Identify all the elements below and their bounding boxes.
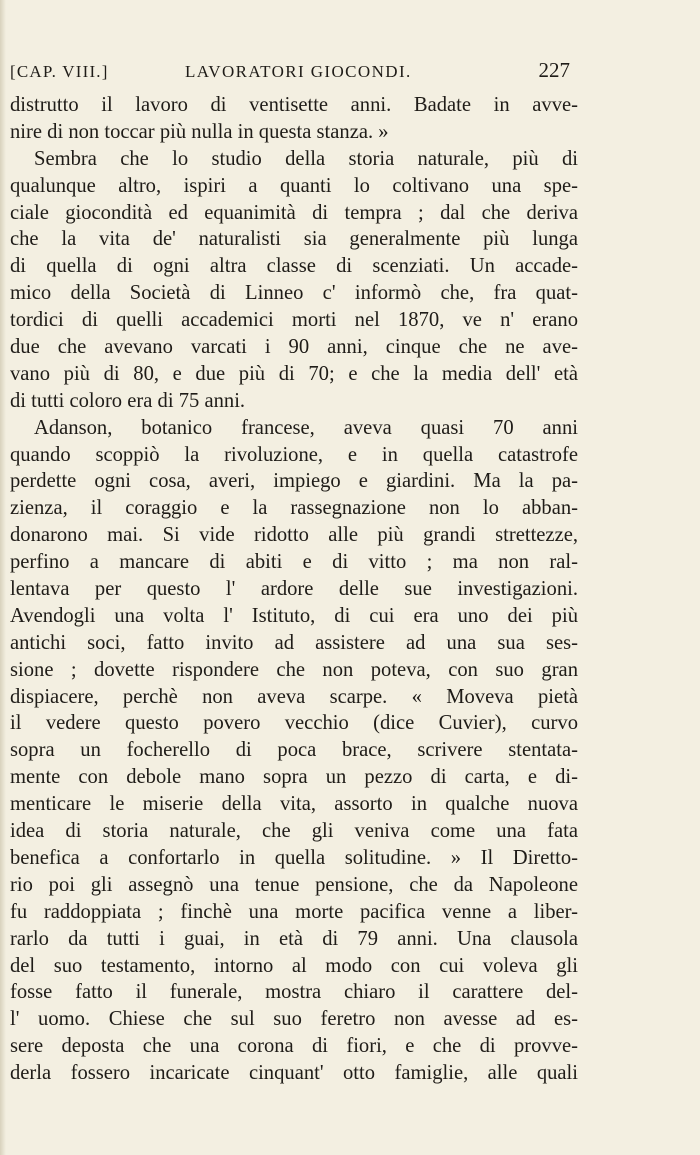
text-line: l' uomo. Chiese che sul suo feretro non avesse ad es-	[10, 1008, 578, 1031]
text-line: sere deposta che una corona di fiori, e che di provve-	[10, 1035, 578, 1058]
chapter-label: [CAP. VIII.]	[10, 62, 109, 81]
text-line: di tutti coloro era di 75 anni.	[10, 389, 246, 412]
text-line: sopra un focherello di poca brace, scrivere stentata-	[10, 739, 578, 762]
text-line: Avendogli una volta l' Istituto, di cui era uno dei più	[10, 604, 578, 627]
text-line: sione ; dovette rispondere che non poteva, con suo gran	[10, 658, 578, 681]
text-line: antichi soci, fatto invito ad assistere ad una sua ses-	[10, 631, 578, 654]
text-line: mico della Società di Linneo c' informò che, fra quat-	[10, 282, 578, 305]
text-line: fu raddoppiata ; finchè una morte pacifica venne a liber-	[10, 900, 578, 923]
text-line: qualunque altro, ispiri a quanti lo coltivano una spe-	[10, 174, 578, 197]
text-line: quando scoppiò la rivoluzione, e in quella catastrofe	[10, 443, 578, 466]
text-line: di quella di ogni altra classe di scenziati. Un accade-	[10, 255, 578, 278]
text-line: Adanson, botanico francese, aveva quasi 70 anni	[34, 416, 578, 439]
text-line: mente con debole mano sopra un pezzo di carta, e di-	[10, 766, 578, 789]
text-line: perdette ogni cosa, averi, impiego e giardini. Ma la pa-	[10, 470, 578, 493]
text-line: che la vita de' naturalisti sia generalmente più lunga	[10, 228, 578, 251]
text-line: tordici di quelli accademici morti nel 1870, ve n' erano	[10, 309, 578, 332]
text-line: lentava per questo l' ardore delle sue investigazioni.	[10, 578, 578, 601]
text-line: benefica a confortarlo in quella solitudine. » Il Diretto-	[10, 846, 578, 869]
text-line: perfino a mancare di abiti e di vitto ; ma non ral-	[10, 551, 578, 574]
gutter-shadow	[0, 0, 6, 1155]
text-line: vano più di 80, e due più di 70; e che la media dell' età	[10, 362, 578, 385]
text-line: ciale giocondità ed equanimità di tempra ; dal che deriva	[10, 201, 578, 224]
text-line: distrutto il lavoro di ventisette anni. Badate in avve-	[10, 94, 578, 116]
text-line: il vedere questo povero vecchio (dice Cuvier), curvo	[10, 712, 578, 735]
text-line: derla fossero incaricate cinquant' otto famiglie, alle quali	[10, 1062, 578, 1085]
text-line: due che avevano varcati i 90 anni, cinque che ne ave-	[10, 336, 578, 359]
text-line: nire di non toccar più nulla in questa stanza. »	[10, 120, 389, 143]
text-line: fosse fatto il funerale, mostra chiaro il carattere del-	[10, 981, 578, 1004]
text-line: del suo testamento, intorno al modo con cui voleva gli	[10, 954, 578, 977]
text-line: rio poi gli assegnò una tenue pensione, che da Napoleone	[10, 873, 578, 896]
text-line: idea di storia naturale, che gli veniva come una fata	[10, 820, 578, 843]
page-number: 227	[538, 58, 570, 82]
running-header	[10, 58, 570, 86]
text-line: zienza, il coraggio e la rassegnazione non lo abban-	[10, 497, 578, 520]
text-line: donarono mai. Si vide ridotto alle più grandi strettezze,	[10, 524, 578, 547]
text-line: rarlo da tutti i guai, in età di 79 anni. Una clausola	[10, 927, 578, 950]
text-line: Sembra che lo studio della storia naturale, più di	[34, 147, 578, 170]
text-line: menticare le miserie della vita, assorto in qualche nuova	[10, 793, 578, 816]
body-text	[10, 92, 578, 1087]
running-title: LAVORATORI GIOCONDI.	[185, 62, 412, 81]
text-line: dispiacere, perchè non aveva scarpe. « Moveva pietà	[10, 685, 578, 708]
